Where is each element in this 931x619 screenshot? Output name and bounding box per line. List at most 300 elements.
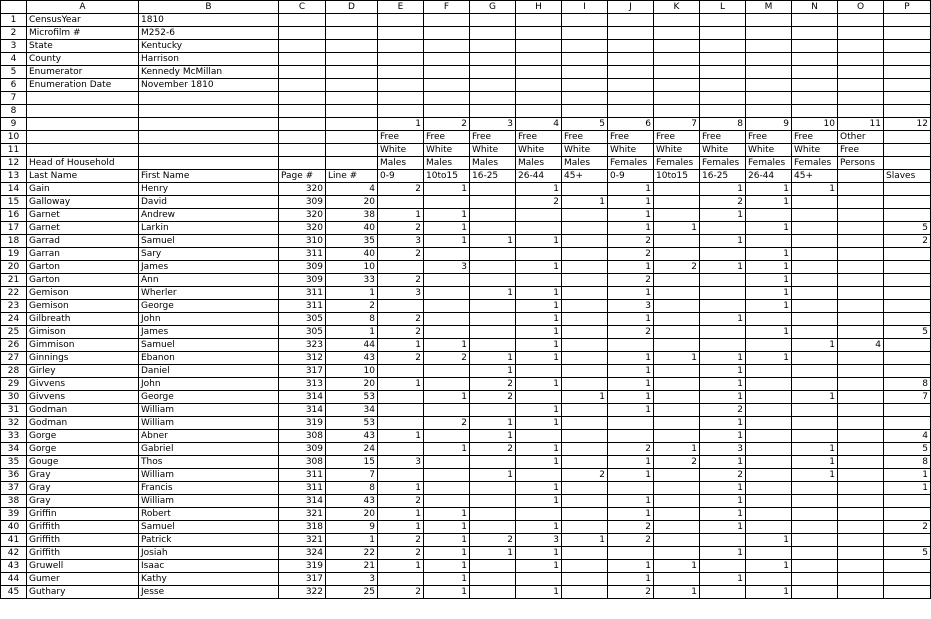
cell-o20[interactable] bbox=[838, 261, 884, 274]
cell-o43[interactable] bbox=[838, 560, 884, 573]
cell-p14[interactable] bbox=[884, 183, 931, 196]
cell-b38[interactable]: William bbox=[139, 495, 279, 508]
cell-o10[interactable]: Other bbox=[838, 131, 884, 144]
cell-e37[interactable]: 1 bbox=[378, 482, 424, 495]
cell-o35[interactable] bbox=[838, 456, 884, 469]
column-header-l[interactable]: L bbox=[700, 1, 746, 14]
cell-o30[interactable] bbox=[838, 391, 884, 404]
cell-l38[interactable]: 1 bbox=[700, 495, 746, 508]
cell-a14[interactable]: Gain bbox=[27, 183, 139, 196]
cell-f23[interactable] bbox=[424, 300, 470, 313]
cell-n44[interactable] bbox=[792, 573, 838, 586]
cell-k5[interactable] bbox=[654, 66, 700, 79]
cell-l13[interactable]: 16-25 bbox=[700, 170, 746, 183]
cell-e20[interactable] bbox=[378, 261, 424, 274]
cell-k34[interactable]: 1 bbox=[654, 443, 700, 456]
cell-c10[interactable] bbox=[279, 131, 326, 144]
cell-l20[interactable]: 1 bbox=[700, 261, 746, 274]
cell-g45[interactable] bbox=[470, 586, 516, 599]
cell-b33[interactable]: Abner bbox=[139, 430, 279, 443]
cell-e30[interactable] bbox=[378, 391, 424, 404]
cell-k41[interactable] bbox=[654, 534, 700, 547]
cell-a39[interactable]: Griffin bbox=[27, 508, 139, 521]
cell-i34[interactable] bbox=[562, 443, 608, 456]
cell-k10[interactable]: Free bbox=[654, 131, 700, 144]
cell-a4[interactable]: County bbox=[27, 53, 139, 66]
cell-e1[interactable] bbox=[378, 14, 424, 27]
cell-m20[interactable]: 1 bbox=[746, 261, 792, 274]
cell-e12[interactable]: Males bbox=[378, 157, 424, 170]
cell-c20[interactable]: 309 bbox=[279, 261, 326, 274]
cell-f38[interactable] bbox=[424, 495, 470, 508]
row-header[interactable]: 42 bbox=[1, 547, 27, 560]
cell-i28[interactable] bbox=[562, 365, 608, 378]
cell-m37[interactable] bbox=[746, 482, 792, 495]
cell-m23[interactable]: 1 bbox=[746, 300, 792, 313]
cell-m45[interactable]: 1 bbox=[746, 586, 792, 599]
row-header[interactable]: 37 bbox=[1, 482, 27, 495]
cell-l11[interactable]: White bbox=[700, 144, 746, 157]
cell-f40[interactable]: 1 bbox=[424, 521, 470, 534]
row-header[interactable]: 8 bbox=[1, 105, 27, 118]
cell-p7[interactable] bbox=[884, 92, 931, 105]
cell-l9[interactable]: 8 bbox=[700, 118, 746, 131]
cell-l5[interactable] bbox=[700, 66, 746, 79]
cell-j14[interactable]: 1 bbox=[608, 183, 654, 196]
cell-e18[interactable]: 3 bbox=[378, 235, 424, 248]
cell-i19[interactable] bbox=[562, 248, 608, 261]
cell-a32[interactable]: Godman bbox=[27, 417, 139, 430]
cell-j2[interactable] bbox=[608, 27, 654, 40]
cell-c34[interactable]: 309 bbox=[279, 443, 326, 456]
cell-l35[interactable]: 1 bbox=[700, 456, 746, 469]
row-header[interactable]: 26 bbox=[1, 339, 27, 352]
cell-l25[interactable] bbox=[700, 326, 746, 339]
cell-o18[interactable] bbox=[838, 235, 884, 248]
cell-l43[interactable] bbox=[700, 560, 746, 573]
cell-f28[interactable] bbox=[424, 365, 470, 378]
cell-d23[interactable]: 2 bbox=[326, 300, 378, 313]
cell-e31[interactable] bbox=[378, 404, 424, 417]
cell-j9[interactable]: 6 bbox=[608, 118, 654, 131]
cell-f37[interactable] bbox=[424, 482, 470, 495]
cell-n27[interactable] bbox=[792, 352, 838, 365]
cell-m16[interactable] bbox=[746, 209, 792, 222]
row-header[interactable]: 44 bbox=[1, 573, 27, 586]
cell-l3[interactable] bbox=[700, 40, 746, 53]
cell-l18[interactable]: 1 bbox=[700, 235, 746, 248]
cell-i33[interactable] bbox=[562, 430, 608, 443]
cell-m7[interactable] bbox=[746, 92, 792, 105]
cell-k4[interactable] bbox=[654, 53, 700, 66]
cell-d45[interactable]: 25 bbox=[326, 586, 378, 599]
cell-k18[interactable] bbox=[654, 235, 700, 248]
cell-p22[interactable] bbox=[884, 287, 931, 300]
cell-h36[interactable] bbox=[516, 469, 562, 482]
cell-n35[interactable]: 1 bbox=[792, 456, 838, 469]
cell-f29[interactable] bbox=[424, 378, 470, 391]
cell-o21[interactable] bbox=[838, 274, 884, 287]
cell-p25[interactable]: 5 bbox=[884, 326, 931, 339]
cell-b12[interactable] bbox=[139, 157, 279, 170]
cell-n8[interactable] bbox=[792, 105, 838, 118]
cell-a38[interactable]: Gray bbox=[27, 495, 139, 508]
cell-j31[interactable]: 1 bbox=[608, 404, 654, 417]
cell-f13[interactable]: 10to15 bbox=[424, 170, 470, 183]
cell-o11[interactable]: Free bbox=[838, 144, 884, 157]
cell-a27[interactable]: Ginnings bbox=[27, 352, 139, 365]
cell-n14[interactable]: 1 bbox=[792, 183, 838, 196]
cell-j22[interactable]: 1 bbox=[608, 287, 654, 300]
cell-j10[interactable]: Free bbox=[608, 131, 654, 144]
cell-h45[interactable]: 1 bbox=[516, 586, 562, 599]
cell-h22[interactable]: 1 bbox=[516, 287, 562, 300]
cell-n24[interactable] bbox=[792, 313, 838, 326]
cell-e22[interactable]: 3 bbox=[378, 287, 424, 300]
row-header[interactable]: 19 bbox=[1, 248, 27, 261]
cell-c43[interactable]: 319 bbox=[279, 560, 326, 573]
cell-i40[interactable] bbox=[562, 521, 608, 534]
cell-h24[interactable]: 1 bbox=[516, 313, 562, 326]
cell-p5[interactable] bbox=[884, 66, 931, 79]
cell-k31[interactable] bbox=[654, 404, 700, 417]
cell-o8[interactable] bbox=[838, 105, 884, 118]
cell-e27[interactable]: 2 bbox=[378, 352, 424, 365]
cell-f15[interactable] bbox=[424, 196, 470, 209]
cell-g35[interactable] bbox=[470, 456, 516, 469]
cell-a7[interactable] bbox=[27, 92, 139, 105]
cell-m42[interactable] bbox=[746, 547, 792, 560]
cell-l1[interactable] bbox=[700, 14, 746, 27]
cell-n28[interactable] bbox=[792, 365, 838, 378]
cell-d15[interactable]: 20 bbox=[326, 196, 378, 209]
cell-m29[interactable] bbox=[746, 378, 792, 391]
cell-m2[interactable] bbox=[746, 27, 792, 40]
cell-h4[interactable] bbox=[516, 53, 562, 66]
cell-i41[interactable]: 1 bbox=[562, 534, 608, 547]
cell-g32[interactable]: 1 bbox=[470, 417, 516, 430]
cell-j15[interactable]: 1 bbox=[608, 196, 654, 209]
cell-c26[interactable]: 323 bbox=[279, 339, 326, 352]
cell-k20[interactable]: 2 bbox=[654, 261, 700, 274]
cell-c22[interactable]: 311 bbox=[279, 287, 326, 300]
cell-d18[interactable]: 35 bbox=[326, 235, 378, 248]
cell-o7[interactable] bbox=[838, 92, 884, 105]
cell-a45[interactable]: Guthary bbox=[27, 586, 139, 599]
cell-f4[interactable] bbox=[424, 53, 470, 66]
cell-i21[interactable] bbox=[562, 274, 608, 287]
cell-b7[interactable] bbox=[139, 92, 279, 105]
cell-b24[interactable]: John bbox=[139, 313, 279, 326]
cell-h7[interactable] bbox=[516, 92, 562, 105]
cell-g19[interactable] bbox=[470, 248, 516, 261]
cell-d1[interactable] bbox=[326, 14, 378, 27]
cell-p44[interactable] bbox=[884, 573, 931, 586]
cell-p29[interactable]: 8 bbox=[884, 378, 931, 391]
cell-c25[interactable]: 305 bbox=[279, 326, 326, 339]
cell-l4[interactable] bbox=[700, 53, 746, 66]
cell-f6[interactable] bbox=[424, 79, 470, 92]
cell-k36[interactable] bbox=[654, 469, 700, 482]
cell-k42[interactable] bbox=[654, 547, 700, 560]
cell-f19[interactable] bbox=[424, 248, 470, 261]
cell-d7[interactable] bbox=[326, 92, 378, 105]
cell-p18[interactable]: 2 bbox=[884, 235, 931, 248]
cell-a36[interactable]: Gray bbox=[27, 469, 139, 482]
cell-l7[interactable] bbox=[700, 92, 746, 105]
cell-o16[interactable] bbox=[838, 209, 884, 222]
cell-j33[interactable] bbox=[608, 430, 654, 443]
cell-c14[interactable]: 320 bbox=[279, 183, 326, 196]
cell-n19[interactable] bbox=[792, 248, 838, 261]
cell-l42[interactable]: 1 bbox=[700, 547, 746, 560]
cell-a1[interactable]: CensusYear bbox=[27, 14, 139, 27]
cell-d3[interactable] bbox=[326, 40, 378, 53]
cell-o15[interactable] bbox=[838, 196, 884, 209]
cell-b41[interactable]: Patrick bbox=[139, 534, 279, 547]
cell-a40[interactable]: Griffith bbox=[27, 521, 139, 534]
cell-f8[interactable] bbox=[424, 105, 470, 118]
row-header[interactable]: 13 bbox=[1, 170, 27, 183]
cell-p10[interactable] bbox=[884, 131, 931, 144]
cell-j5[interactable] bbox=[608, 66, 654, 79]
cell-a37[interactable]: Gray bbox=[27, 482, 139, 495]
cell-m30[interactable] bbox=[746, 391, 792, 404]
cell-j16[interactable]: 1 bbox=[608, 209, 654, 222]
row-header[interactable]: 30 bbox=[1, 391, 27, 404]
cell-h12[interactable]: Males bbox=[516, 157, 562, 170]
cell-a31[interactable]: Godman bbox=[27, 404, 139, 417]
row-header[interactable]: 31 bbox=[1, 404, 27, 417]
cell-d9[interactable] bbox=[326, 118, 378, 131]
cell-i3[interactable] bbox=[562, 40, 608, 53]
cell-d26[interactable]: 44 bbox=[326, 339, 378, 352]
cell-j20[interactable]: 1 bbox=[608, 261, 654, 274]
cell-o37[interactable] bbox=[838, 482, 884, 495]
cell-n2[interactable] bbox=[792, 27, 838, 40]
cell-a5[interactable]: Enumerator bbox=[27, 66, 139, 79]
cell-j32[interactable] bbox=[608, 417, 654, 430]
cell-o42[interactable] bbox=[838, 547, 884, 560]
cell-e11[interactable]: White bbox=[378, 144, 424, 157]
cell-l40[interactable]: 1 bbox=[700, 521, 746, 534]
cell-g22[interactable]: 1 bbox=[470, 287, 516, 300]
cell-b18[interactable]: Samuel bbox=[139, 235, 279, 248]
cell-d24[interactable]: 8 bbox=[326, 313, 378, 326]
cell-k27[interactable]: 1 bbox=[654, 352, 700, 365]
column-header-k[interactable]: K bbox=[654, 1, 700, 14]
cell-o1[interactable] bbox=[838, 14, 884, 27]
column-header-h[interactable]: H bbox=[516, 1, 562, 14]
cell-c17[interactable]: 320 bbox=[279, 222, 326, 235]
cell-a6[interactable]: Enumeration Date bbox=[27, 79, 139, 92]
row-header[interactable]: 34 bbox=[1, 443, 27, 456]
cell-i15[interactable]: 1 bbox=[562, 196, 608, 209]
cell-a35[interactable]: Gouge bbox=[27, 456, 139, 469]
cell-e15[interactable] bbox=[378, 196, 424, 209]
cell-c16[interactable]: 320 bbox=[279, 209, 326, 222]
cell-c5[interactable] bbox=[279, 66, 326, 79]
cell-h1[interactable] bbox=[516, 14, 562, 27]
cell-c38[interactable]: 314 bbox=[279, 495, 326, 508]
column-header-f[interactable]: F bbox=[424, 1, 470, 14]
cell-i1[interactable] bbox=[562, 14, 608, 27]
cell-e6[interactable] bbox=[378, 79, 424, 92]
cell-e19[interactable]: 2 bbox=[378, 248, 424, 261]
cell-b32[interactable]: William bbox=[139, 417, 279, 430]
row-header[interactable]: 12 bbox=[1, 157, 27, 170]
cell-c28[interactable]: 317 bbox=[279, 365, 326, 378]
cell-h5[interactable] bbox=[516, 66, 562, 79]
cell-i30[interactable]: 1 bbox=[562, 391, 608, 404]
cell-h35[interactable]: 1 bbox=[516, 456, 562, 469]
cell-d30[interactable]: 53 bbox=[326, 391, 378, 404]
cell-k29[interactable] bbox=[654, 378, 700, 391]
cell-o31[interactable] bbox=[838, 404, 884, 417]
row-header[interactable]: 5 bbox=[1, 66, 27, 79]
cell-a43[interactable]: Gruwell bbox=[27, 560, 139, 573]
cell-g10[interactable]: Free bbox=[470, 131, 516, 144]
cell-n29[interactable] bbox=[792, 378, 838, 391]
cell-m26[interactable] bbox=[746, 339, 792, 352]
cell-g12[interactable]: Males bbox=[470, 157, 516, 170]
row-header[interactable]: 15 bbox=[1, 196, 27, 209]
cell-k2[interactable] bbox=[654, 27, 700, 40]
cell-o24[interactable] bbox=[838, 313, 884, 326]
cell-n42[interactable] bbox=[792, 547, 838, 560]
cell-p39[interactable] bbox=[884, 508, 931, 521]
cell-c40[interactable]: 318 bbox=[279, 521, 326, 534]
cell-f41[interactable]: 1 bbox=[424, 534, 470, 547]
cell-d2[interactable] bbox=[326, 27, 378, 40]
cell-d40[interactable]: 9 bbox=[326, 521, 378, 534]
cell-i12[interactable]: Males bbox=[562, 157, 608, 170]
cell-c9[interactable] bbox=[279, 118, 326, 131]
cell-i38[interactable] bbox=[562, 495, 608, 508]
cell-n9[interactable]: 10 bbox=[792, 118, 838, 131]
cell-e33[interactable]: 1 bbox=[378, 430, 424, 443]
cell-n43[interactable] bbox=[792, 560, 838, 573]
cell-l23[interactable] bbox=[700, 300, 746, 313]
cell-e21[interactable]: 2 bbox=[378, 274, 424, 287]
cell-a9[interactable] bbox=[27, 118, 139, 131]
cell-o26[interactable]: 4 bbox=[838, 339, 884, 352]
row-header[interactable]: 10 bbox=[1, 131, 27, 144]
cell-n15[interactable] bbox=[792, 196, 838, 209]
cell-m3[interactable] bbox=[746, 40, 792, 53]
cell-b35[interactable]: Thos bbox=[139, 456, 279, 469]
cell-c32[interactable]: 319 bbox=[279, 417, 326, 430]
cell-h11[interactable]: White bbox=[516, 144, 562, 157]
cell-o45[interactable] bbox=[838, 586, 884, 599]
cell-e13[interactable]: 0-9 bbox=[378, 170, 424, 183]
cell-e32[interactable] bbox=[378, 417, 424, 430]
cell-b34[interactable]: Gabriel bbox=[139, 443, 279, 456]
cell-a42[interactable]: Griffith bbox=[27, 547, 139, 560]
cell-b44[interactable]: Kathy bbox=[139, 573, 279, 586]
cell-a12[interactable]: Head of Household bbox=[27, 157, 139, 170]
cell-c4[interactable] bbox=[279, 53, 326, 66]
cell-o44[interactable] bbox=[838, 573, 884, 586]
cell-d34[interactable]: 24 bbox=[326, 443, 378, 456]
cell-m38[interactable] bbox=[746, 495, 792, 508]
cell-m9[interactable]: 9 bbox=[746, 118, 792, 131]
cell-i25[interactable] bbox=[562, 326, 608, 339]
cell-j17[interactable]: 1 bbox=[608, 222, 654, 235]
cell-m24[interactable] bbox=[746, 313, 792, 326]
cell-l29[interactable]: 1 bbox=[700, 378, 746, 391]
row-header[interactable]: 33 bbox=[1, 430, 27, 443]
cell-f45[interactable]: 1 bbox=[424, 586, 470, 599]
cell-l10[interactable]: Free bbox=[700, 131, 746, 144]
cell-d28[interactable]: 10 bbox=[326, 365, 378, 378]
cell-h33[interactable] bbox=[516, 430, 562, 443]
cell-f5[interactable] bbox=[424, 66, 470, 79]
cell-e41[interactable]: 2 bbox=[378, 534, 424, 547]
cell-g5[interactable] bbox=[470, 66, 516, 79]
cell-b43[interactable]: Isaac bbox=[139, 560, 279, 573]
cell-n21[interactable] bbox=[792, 274, 838, 287]
row-header[interactable]: 39 bbox=[1, 508, 27, 521]
cell-o14[interactable] bbox=[838, 183, 884, 196]
cell-h37[interactable]: 1 bbox=[516, 482, 562, 495]
cell-p20[interactable] bbox=[884, 261, 931, 274]
row-header[interactable]: 6 bbox=[1, 79, 27, 92]
cell-j44[interactable]: 1 bbox=[608, 573, 654, 586]
row-header[interactable]: 35 bbox=[1, 456, 27, 469]
cell-m39[interactable] bbox=[746, 508, 792, 521]
cell-i20[interactable] bbox=[562, 261, 608, 274]
cell-j40[interactable]: 2 bbox=[608, 521, 654, 534]
cell-p17[interactable]: 5 bbox=[884, 222, 931, 235]
cell-m43[interactable]: 1 bbox=[746, 560, 792, 573]
cell-j43[interactable]: 1 bbox=[608, 560, 654, 573]
cell-m15[interactable]: 1 bbox=[746, 196, 792, 209]
cell-j25[interactable]: 2 bbox=[608, 326, 654, 339]
cell-n16[interactable] bbox=[792, 209, 838, 222]
cell-b15[interactable]: David bbox=[139, 196, 279, 209]
cell-a33[interactable]: Gorge bbox=[27, 430, 139, 443]
cell-i10[interactable]: Free bbox=[562, 131, 608, 144]
cell-g8[interactable] bbox=[470, 105, 516, 118]
row-header[interactable]: 27 bbox=[1, 352, 27, 365]
cell-m27[interactable]: 1 bbox=[746, 352, 792, 365]
cell-l27[interactable]: 1 bbox=[700, 352, 746, 365]
cell-o36[interactable] bbox=[838, 469, 884, 482]
row-header[interactable]: 43 bbox=[1, 560, 27, 573]
row-header[interactable]: 14 bbox=[1, 183, 27, 196]
cell-k16[interactable] bbox=[654, 209, 700, 222]
cell-f3[interactable] bbox=[424, 40, 470, 53]
cell-i36[interactable]: 2 bbox=[562, 469, 608, 482]
cell-c33[interactable]: 308 bbox=[279, 430, 326, 443]
cell-k12[interactable]: Females bbox=[654, 157, 700, 170]
cell-h15[interactable]: 2 bbox=[516, 196, 562, 209]
cell-j7[interactable] bbox=[608, 92, 654, 105]
cell-m21[interactable]: 1 bbox=[746, 274, 792, 287]
cell-g42[interactable]: 1 bbox=[470, 547, 516, 560]
cell-h26[interactable]: 1 bbox=[516, 339, 562, 352]
cell-a19[interactable]: Garran bbox=[27, 248, 139, 261]
cell-l6[interactable] bbox=[700, 79, 746, 92]
cell-i37[interactable] bbox=[562, 482, 608, 495]
cell-c12[interactable] bbox=[279, 157, 326, 170]
cell-k15[interactable] bbox=[654, 196, 700, 209]
cell-j23[interactable]: 3 bbox=[608, 300, 654, 313]
cell-j42[interactable] bbox=[608, 547, 654, 560]
cell-h2[interactable] bbox=[516, 27, 562, 40]
cell-i8[interactable] bbox=[562, 105, 608, 118]
